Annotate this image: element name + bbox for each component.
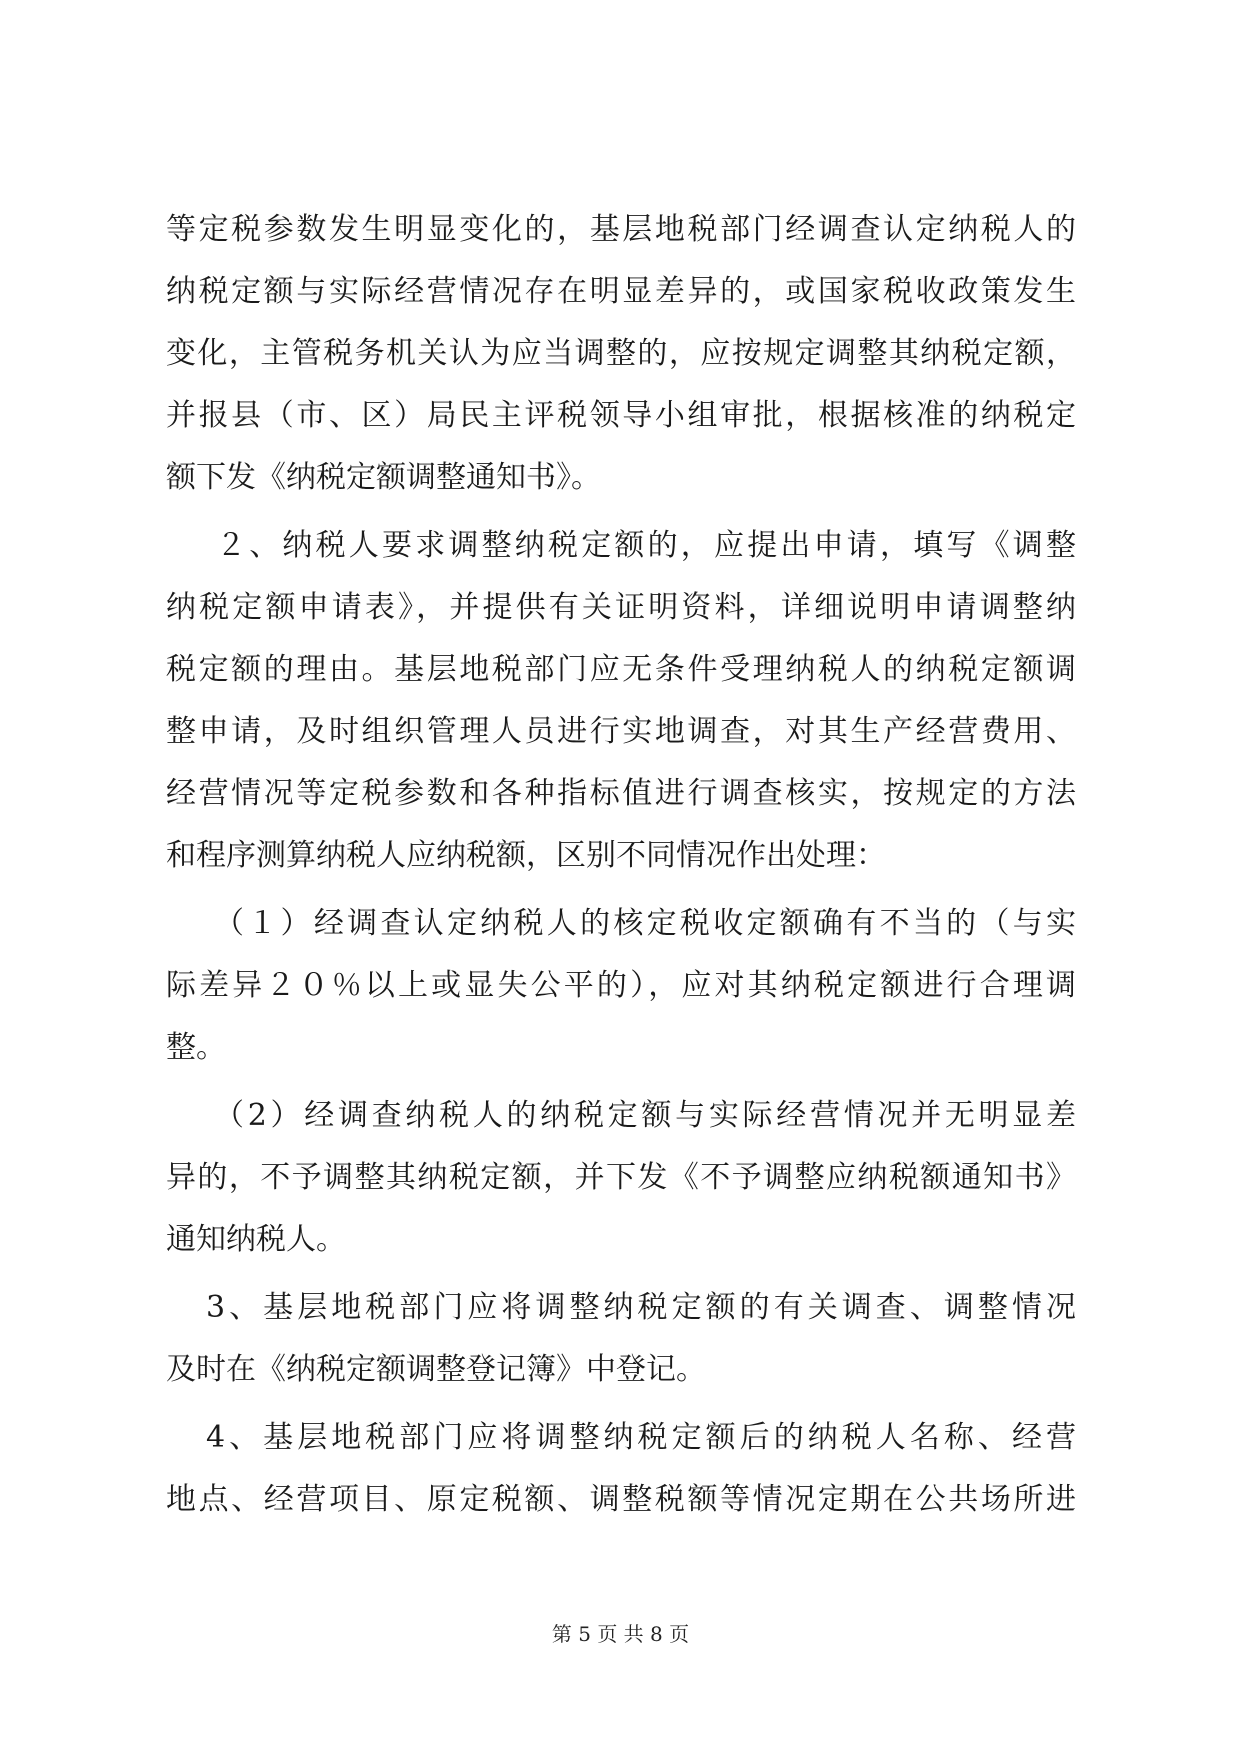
text-line-5: 额下发《纳税定额调整通知书》。 [166,460,601,495]
text-line-21: 地点、经营项目、原定税额、调整税额等情况定期在公共场所进 [166,1482,1076,1517]
text-line-18: 3、基层地税部门应将调整纳税定额的有关调查、调整情况 [206,1290,1076,1325]
text-line-14: 整。 [166,1030,226,1065]
text-line-19: 及时在《纳税定额调整登记簿》中登记。 [166,1352,706,1387]
text-line-11: 和程序测算纳税人应纳税额，区别不同情况作出处理： [166,838,886,873]
text-line-15: （2）经调查纳税人的纳税定额与实际经营情况并无明显差 [214,1098,1076,1133]
text-line-16: 异的，不予调整其纳税定额，并下发《不予调整应纳税额通知书》 [166,1160,1076,1195]
text-line-4: 并报县（市、区）局民主评税领导小组审批，根据核准的纳税定 [166,398,1076,433]
text-line-20: 4、基层地税部门应将调整纳税定额后的纳税人名称、经营 [206,1420,1076,1455]
text-line-7: 纳税定额申请表》，并提供有关证明资料，详细说明申请调整纳 [166,590,1076,625]
text-line-8: 税定额的理由。基层地税部门应无条件受理纳税人的纳税定额调 [166,652,1076,687]
text-line-1: 等定税参数发生明显变化的，基层地税部门经调查认定纳税人的 [166,212,1076,247]
text-line-10: 经营情况等定税参数和各种指标值进行调查核实，按规定的方法 [166,776,1076,811]
text-line-13: 际差异２０％以上或显失公平的），应对其纳税定额进行合理调 [166,968,1076,1003]
page-number-footer: 第 5 页 共 8 页 [551,1622,690,1646]
text-line-12: （１）经调查认定纳税人的核定税收定额确有不当的（与实 [214,906,1076,941]
text-line-2: 纳税定额与实际经营情况存在明显差异的，或国家税收政策发生 [166,274,1076,309]
text-line-9: 整申请，及时组织管理人员进行实地调查，对其生产经营费用、 [166,714,1076,749]
text-line-3: 变化，主管税务机关认为应当调整的，应按规定调整其纳税定额， [166,336,1076,371]
text-line-6: ２、纳税人要求调整纳税定额的，应提出申请，填写《调整 [216,528,1076,563]
text-line-17: 通知纳税人。 [166,1222,346,1257]
